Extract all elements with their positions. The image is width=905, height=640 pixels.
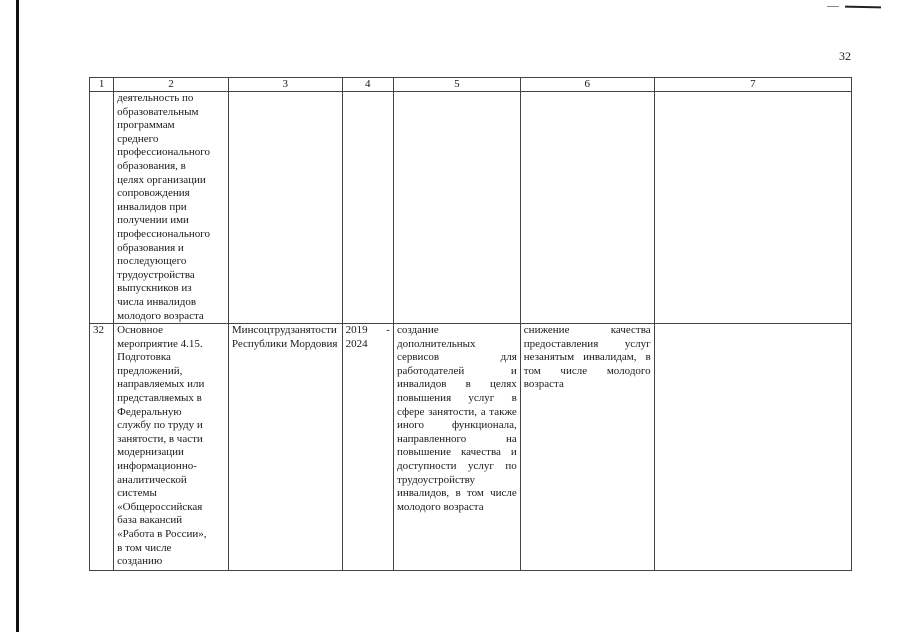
event-line: созданию — [117, 555, 163, 568]
table-row — [90, 324, 852, 571]
period-cell — [342, 92, 393, 324]
row-number — [90, 92, 114, 324]
scan-left-edge — [16, 0, 19, 632]
event-line: образования и — [117, 241, 184, 254]
event-line: получении ими — [117, 214, 189, 227]
event-line: последующего — [117, 255, 187, 268]
event-line: Основное — [117, 324, 163, 337]
event-line: аналитической — [117, 473, 187, 486]
event-line: службу по труду и — [117, 419, 203, 432]
event-line: молодого возраста — [117, 309, 204, 322]
event-line: «Общероссийская — [117, 500, 203, 513]
link-cell — [654, 92, 851, 324]
column-number: 7 — [654, 78, 851, 92]
column-number: 5 — [393, 78, 520, 92]
event-line: направляемых или — [117, 378, 205, 391]
event-line: информационно- — [117, 460, 197, 473]
event-line: сопровождения — [117, 187, 190, 200]
result-cell — [393, 92, 520, 324]
page-number: 32 — [839, 49, 851, 63]
event-line: Федеральную — [117, 405, 182, 418]
column-number: 2 — [114, 78, 229, 92]
event-line: «Работа в России», — [117, 528, 207, 540]
program-table — [89, 77, 852, 571]
event-line: среднего — [117, 132, 159, 145]
event-line: представляемых в — [117, 392, 202, 405]
column-number: 3 — [228, 78, 342, 92]
event-line: системы — [117, 487, 157, 500]
executor-cell: Минсоцтрудзанятости Республики Мордовия — [228, 324, 342, 571]
column-number: 4 — [342, 78, 393, 92]
consequence-cell — [520, 92, 654, 324]
event-line: выпускников из — [117, 282, 192, 295]
event-line: Подготовка — [117, 351, 171, 364]
event-line: числа инвалидов — [117, 295, 197, 308]
table-row — [90, 92, 852, 324]
event-line: трудоустройства — [117, 268, 195, 281]
event-line: профессионального — [117, 146, 210, 159]
event-line: инвалидов при — [117, 200, 187, 213]
event-line: предложений, — [117, 364, 183, 377]
event-line: мероприятие 4.15. — [117, 337, 203, 350]
scan-mark — [845, 6, 881, 9]
result-cell: создание дополнительных сервисов для работодателей и инвалидов в целях повышения услуг в сфере занятости, а также иного функционала, направленного на повышение качества и доступности услуг по трудоустройству инвалидов, в том числе молодого возраста — [393, 324, 520, 571]
event-line: база вакансий — [117, 514, 183, 527]
column-number: 6 — [520, 78, 654, 92]
event-line: занятости, в части — [117, 432, 203, 445]
event-cell — [114, 92, 229, 324]
column-number: 1 — [90, 78, 114, 92]
event-line: деятельность по — [117, 92, 194, 104]
row-number: 32 — [90, 324, 114, 571]
event-line: образования, в — [117, 159, 186, 172]
link-cell — [654, 324, 851, 571]
period-cell: 2019 - 2024 — [342, 324, 393, 571]
event-line: целях организации — [117, 173, 206, 186]
event-line: образовательным — [117, 105, 199, 118]
event-line: профессионального — [117, 227, 210, 240]
event-line: программам — [117, 119, 175, 132]
consequence-cell: снижение качества предоставления услуг незанятым инвалидам, в том числе молодого возраста — [520, 324, 654, 571]
event-cell — [114, 324, 229, 571]
event-line: в том числе — [117, 541, 172, 554]
event-line: модернизации — [117, 446, 184, 459]
column-number-row — [90, 78, 852, 92]
executor-cell — [228, 92, 342, 324]
scan-mark-small — [827, 6, 839, 7]
